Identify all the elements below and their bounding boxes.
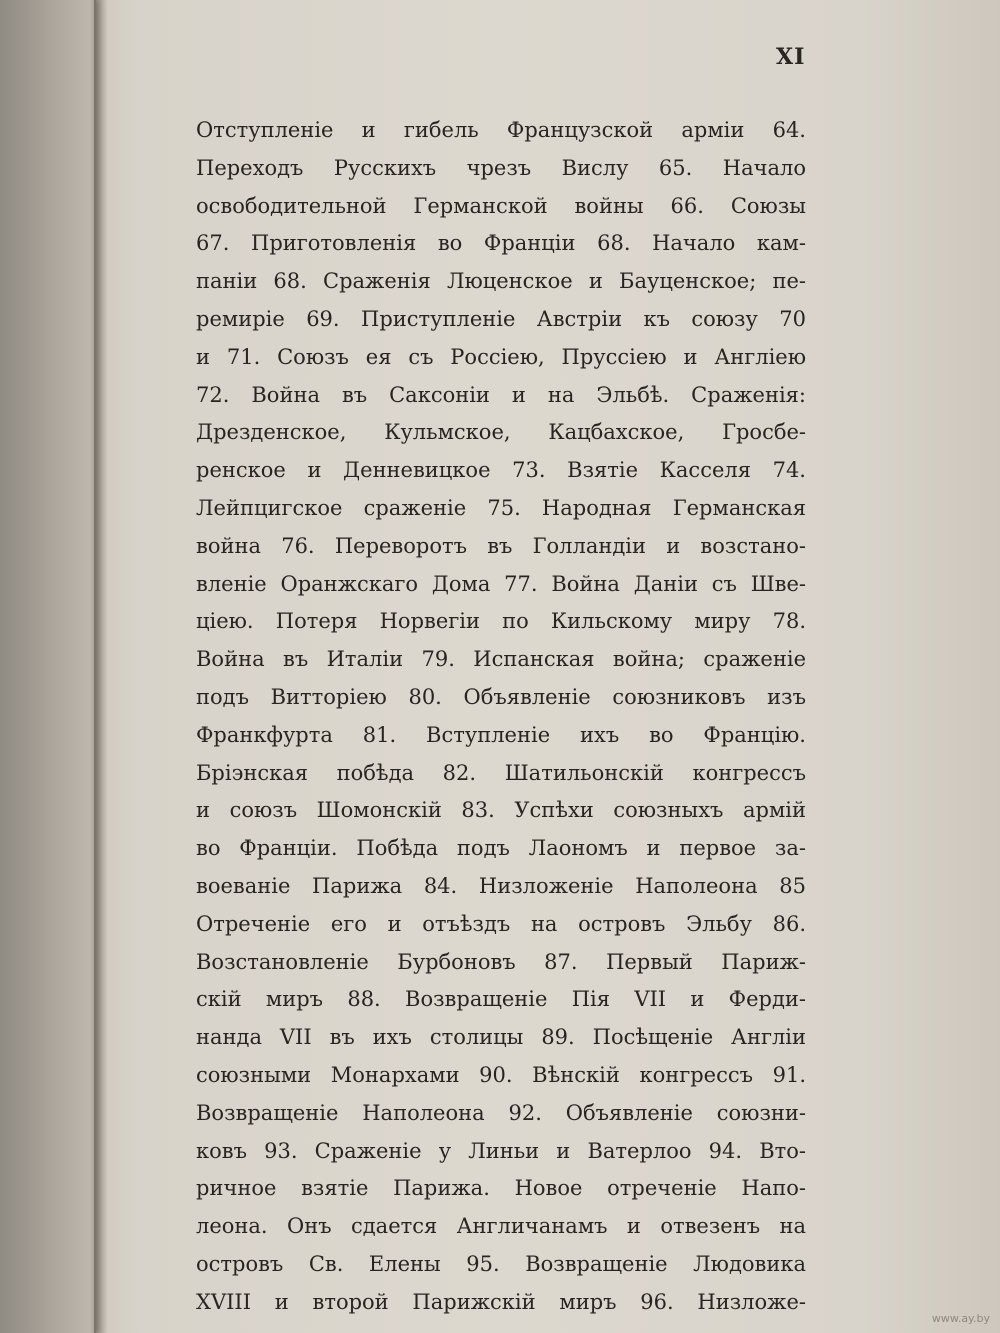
text-line: война 76. Переворотъ въ Голландіи и возстано- (196, 533, 806, 558)
text-line: Бріэнская побѣда 82. Шатильонскій конгрессъ (196, 760, 806, 785)
text-line: воеваніе Парижа 84. Низложеніе Наполеона 85 (196, 873, 806, 898)
text-line: ковъ 93. Сраженіе у Линьи и Ватерлоо 94. Вто- (196, 1138, 806, 1163)
left-page-edge (0, 0, 96, 1333)
text-line: Возстановленіе Бурбоновъ 87. Первый Париж- (196, 949, 806, 974)
text-line: Возвращеніе Наполеона 92. Объявленіе союзни- (196, 1100, 806, 1125)
page-text (196, 112, 806, 1322)
text-line: островъ Св. Елены 95. Возвращеніе Людовика (196, 1251, 806, 1276)
page-number: XI (776, 44, 806, 70)
text-line: ремиріе 69. Приступленіе Австріи къ союзу 70 (196, 306, 806, 331)
text-line: союзными Монархами 90. Вѣнскій конгрессъ 91. (196, 1062, 806, 1087)
watermark: www.ay.by (931, 1312, 990, 1325)
text-line: Война въ Италіи 79. Испанская война; сраженіе (196, 647, 806, 672)
text-line: паніи 68. Сраженія Люценское и Бауценское; пе- (196, 269, 806, 294)
text-line: Дрезденское, Кульмское, Кацбахское, Гросбе- (196, 420, 806, 445)
text-line: 67. Приготовленія во Франціи 68. Начало кам- (196, 231, 806, 256)
text-line: подъ Витторіею 80. Объявленіе союзниковъ изъ (196, 684, 806, 709)
text-line: и 71. Союзъ ея съ Россіею, Пруссіею и Англіею (196, 344, 806, 369)
text-line: XVIII и второй Парижскій миръ 96. Низложе- (196, 1289, 806, 1314)
text-line: и союзъ Шомонскій 83. Успѣхи союзныхъ армій (196, 798, 806, 823)
text-line: Переходъ Русскихъ чрезъ Вислу 65. Начало (196, 155, 806, 180)
text-line: освободительной Германской войны 66. Союзы (196, 193, 806, 218)
text-line: нанда VII въ ихъ столицы 89. Посѣщеніе Англіи (196, 1025, 806, 1050)
text-line: леона. Онъ сдается Англичанамъ и отвезенъ на (196, 1214, 806, 1239)
text-line: скій миръ 88. Возвращеніе Пія VII и Ферди- (196, 987, 806, 1012)
text-line: ричное взятіе Парижа. Новое отреченіе Напо- (196, 1176, 806, 1201)
text-line: 72. Война въ Саксоніи и на Эльбѣ. Сраженія: (196, 382, 806, 407)
text-line: Отступленіе и гибель Французской арміи 64. (196, 118, 806, 142)
text-line: во Франціи. Побѣда подъ Лаономъ и первое за- (196, 836, 806, 861)
text-line: ренское и Денневицкое 73. Взятіе Касселя 74. (196, 458, 806, 483)
text-line: Лейпцигское сраженіе 75. Народная Германская (196, 495, 806, 520)
book-gutter (94, 0, 108, 1333)
text-line: ціею. Потеря Норвегіи по Кильскому миру 78. (196, 609, 806, 634)
text-line: Франкфурта 81. Вступленіе ихъ во Францію. (196, 722, 806, 747)
text-line: Отреченіе его и отъѣздъ на островъ Эльбу 86. (196, 911, 806, 936)
text-line: вленіе Оранжскаго Дома 77. Война Даніи съ Шве- (196, 571, 806, 596)
